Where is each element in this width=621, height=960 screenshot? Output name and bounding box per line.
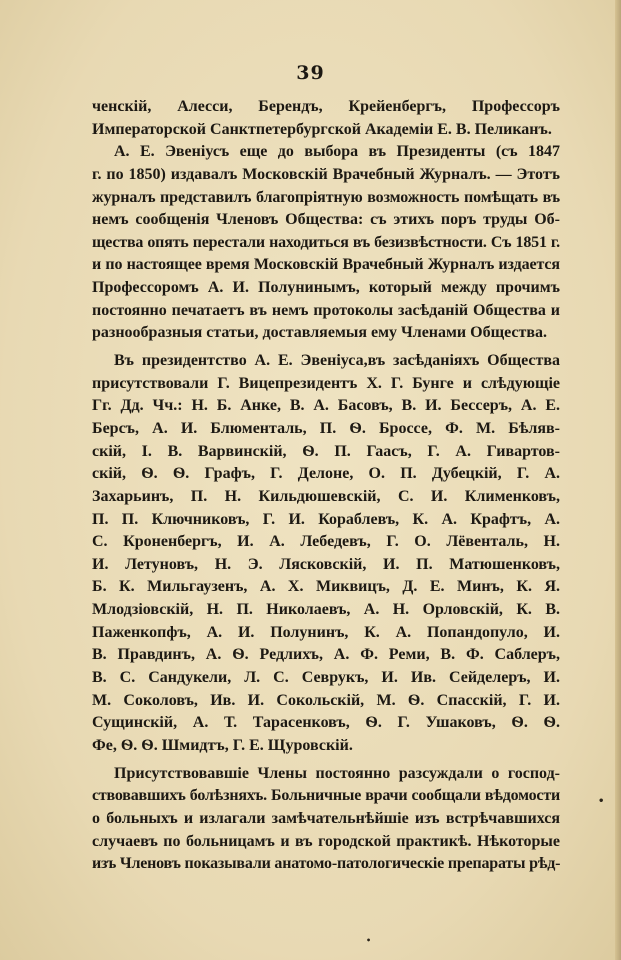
text-line: изъ Членовъ показывали анатомо-патологическіе препараты рѣд- xyxy=(92,855,561,873)
text-line: С. Кроненбергъ, И. А. Лебедевъ, Г. О. Лёвенталь, Н. xyxy=(92,533,560,551)
text-line: В. Правдинъ, А. Ѳ. Редлихъ, А. Ф. Реми, В. Ф. Саблеръ, xyxy=(92,646,560,664)
text-line: Въ президентство А. Е. Эвеніуса,въ засѣданіяхъ Общества xyxy=(114,352,560,370)
text-line: постоянно печатаетъ въ немъ протоколы засѣданій Общества и xyxy=(92,301,560,319)
text-line: присутствовали Г. Вицепрезидентъ Х. Г. Бунге и слѣдующіе xyxy=(92,374,560,392)
text-line: Императорской Санктпетербургской Академіи Е. В. Пеликанъ. xyxy=(92,120,552,138)
page-edge xyxy=(615,0,621,960)
text-line: ченскій, Алесси, Берендъ, Крейенбергъ, Профессоръ xyxy=(92,98,560,115)
text-line: скій, І. В. Варвинскій, Ѳ. П. Гаасъ, Г. А. Гивартов- xyxy=(92,442,560,460)
text-line: Фе, Ѳ. Ѳ. Шмидтъ, Г. Е. Щуровскій. xyxy=(92,736,353,754)
text-line: немъ сообщенія Членовъ Общества: съ этихъ поръ труды Об- xyxy=(92,211,560,229)
text-line: И. Летуновъ, Н. Э. Лясковскій, И. П. Матюшенковъ, xyxy=(92,555,560,573)
text-line: Гг. Дд. Чч.: Н. Б. Анке, В. А. Басовъ, В. И. Бессеръ, А. Е. xyxy=(92,397,560,415)
text-line: ствовавшихъ болѣзняхъ. Больничные врачи сообщали вѣдомости xyxy=(92,787,560,805)
text-line: журналъ представилъ благопріятную возможность помѣщать въ xyxy=(92,188,560,206)
text-line: А. Е. Эвеніусъ еще до выбора въ Президенты (съ 1847 xyxy=(114,143,560,161)
body-text xyxy=(92,96,560,876)
ink-speck: • xyxy=(366,936,372,945)
text-line: В. С. Сандукели, Л. С. Севрукъ, И. Ив. Сейделеръ, И. xyxy=(92,669,560,687)
text-line: случаевъ по больницамъ и въ городской практикѣ. Нѣкоторые xyxy=(92,832,560,850)
text-line: Млодзіовскій, Н. П. Николаевъ, А. Н. Орловскій, К. В. xyxy=(92,601,560,619)
text-line: Б. К. Мильгаузенъ, А. Х. Миквицъ, Д. Е. Минъ, К. Я. xyxy=(92,578,560,596)
text-line: разнообразныя статьи, доставляемыя ему Членами Общества. xyxy=(92,324,547,342)
text-line: Присутствовавшіе Члены постоянно разсуждали о господ- xyxy=(114,764,560,782)
text-line: г. по 1850) издавалъ Московскій Врачебный Журналъ. — Этотъ xyxy=(92,165,560,183)
text-line: П. П. Ключниковъ, Г. И. Кораблевъ, К. А. Крафтъ, А. xyxy=(92,510,560,528)
text-line: Захарьинъ, П. Н. Кильдюшевскій, С. И. Клименковъ, xyxy=(92,487,560,505)
text-line: Профессоромъ А. И. Полунинымъ, который между прочимъ xyxy=(92,279,560,297)
text-line: щества опять перестали находиться въ безизвѣстности. Съ 1851 г. xyxy=(92,233,560,251)
text-line: о больныхъ и излагали замѣчательнѣйшіе изъ встрѣчавшихся xyxy=(92,809,560,827)
page-number: 39 xyxy=(296,62,325,84)
text-line: Берсъ, А. И. Блюменталь, П. Ѳ. Броссе, Ф. М. Бѣляв- xyxy=(92,419,560,437)
text-line: Сущинскій, А. Т. Тарасенковъ, Ѳ. Г. Ушаковъ, Ѳ. Ѳ. xyxy=(92,714,560,732)
text-line: и по настоящее время Московскій Врачебный Журналъ издается xyxy=(92,256,560,274)
text-line: скій, Ѳ. Ѳ. Графъ, Г. Делоне, О. П. Дубецкій, Г. А. xyxy=(92,465,560,483)
text-line: Паженкопфъ, А. И. Полунинъ, К. А. Попандопуло, И. xyxy=(92,623,560,641)
text-line: М. Соколовъ, Ив. И. Сокольскій, М. Ѳ. Спасскій, Г. И. xyxy=(92,691,560,709)
ink-speck: • xyxy=(598,796,605,807)
